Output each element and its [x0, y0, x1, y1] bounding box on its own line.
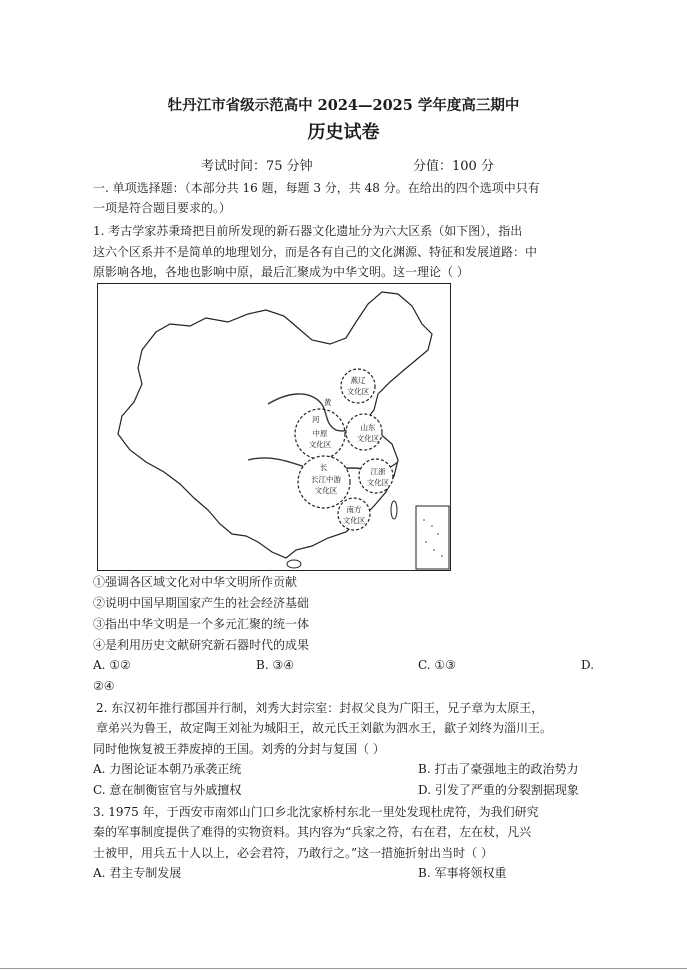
region-label-shandong-2: 文化区 — [356, 434, 380, 443]
q2-option-d: D. 引发了严重的分裂割据现象 — [418, 783, 579, 797]
q1-option-b: B. ③④ — [256, 658, 294, 672]
region-label-yanliao-1: 燕辽 — [350, 376, 366, 385]
exam-subject-title: 历史试卷 — [307, 122, 380, 143]
hainan-island — [287, 560, 301, 568]
taiwan-island — [391, 501, 397, 519]
q1-statement-3: ③指出中华文明是一个多元汇聚的统一体 — [93, 617, 310, 631]
region-label-nanfang-1: 南方 — [346, 505, 362, 514]
region-label-zhongyuan-2: 文化区 — [308, 440, 332, 449]
china-outline — [118, 292, 432, 558]
q1-option-d-continued: ②④ — [93, 679, 115, 693]
region-yanliao — [341, 369, 375, 403]
q3-option-b: B. 军事将领权重 — [418, 866, 507, 880]
page-bottom-rule — [0, 968, 687, 969]
q2-stem-line-1: 2. 东汉初年推行郡国并行制，刘秀大封宗室：封叔父良为广阳王，兄子章为太原王， — [96, 701, 544, 715]
q2-stem-line-2: 章弟兴为鲁王，故定陶王刘祉为城阳王，故元氏王刘歙为泗水王，歙子刘终为淄川王。 — [96, 721, 553, 735]
exam-score: 分值：100 分 — [413, 159, 494, 174]
q3-stem-line-3: 士被甲，用兵五十人以上，必会君符，乃敢行之。”这一措施折射出当时（ ） — [93, 846, 493, 860]
region-label-shandong-1: 山东 — [360, 423, 376, 432]
region-shandong — [346, 414, 382, 450]
q3-stem-line-1: 3. 1975 年，于西安市南郊山门口乡北沈家桥村东北一里处发现杜虎符，为我们研究 — [93, 805, 539, 819]
q1-stem-line-3: 原影响各地，各地也影响中原，最后汇聚成为中华文明。这一理论（ ） — [93, 265, 469, 279]
q2-option-b: B. 打击了豪强地主的政治势力 — [418, 762, 579, 776]
q2-stem-line-3: 同时他恢复被王莽废掉的王国。刘秀的分封与复国（ ） — [93, 742, 385, 756]
q2-option-a: A. 力图论证本朝乃承袭正统 — [93, 762, 242, 776]
q3-option-a: A. 君主专制发展 — [93, 866, 182, 880]
q1-statement-4: ④是利用历史文献研究新石器时代的成果 — [93, 638, 310, 652]
q1-option-a: A. ①② — [93, 658, 131, 672]
q1-stem-line-2: 这六个区系并不是简单的地理划分，而是各有自己的文化渊源、特征和发展道路：中 — [93, 245, 538, 259]
region-jiangzhe — [359, 459, 393, 493]
exam-school-title: 牡丹江市省级示范高中 2024—2025 学年度高三期中 — [167, 97, 520, 114]
q1-option-d: D. — [581, 658, 595, 672]
region-label-jiangzhe-2: 文化区 — [366, 478, 390, 487]
region-label-nanfang-2: 文化区 — [342, 516, 366, 525]
river-label-huang: 黄 — [324, 398, 332, 407]
river-label-chang: 长 — [320, 463, 328, 472]
q3-stem-line-2: 秦的军事制度提供了难得的实物资料。其内容为“兵家之符，右在君，左在杖，凡兴 — [93, 825, 532, 839]
q1-statement-1: ①强调各区域文化对中华文明所作贡献 — [93, 575, 298, 589]
q1-statement-2: ②说明中国早期国家产生的社会经济基础 — [93, 596, 310, 610]
exam-time: 考试时间：75 分钟 — [201, 159, 313, 174]
south-sea-inset — [416, 506, 449, 569]
q1-option-c: C. ①③ — [418, 658, 456, 672]
region-label-jiangzhe-1: 江浙 — [370, 467, 386, 476]
section-instructions-line-1: 一. 单项选择题：（本部分共 16 题，每题 3 分，共 48 分。在给出的四个选项中只有 — [93, 181, 540, 195]
region-label-zhongyuan-1: 中原 — [312, 429, 328, 438]
culture-regions-map — [97, 283, 451, 571]
section-instructions-line-2: 一项是符合题目要求的。） — [93, 201, 232, 215]
region-label-changjiang-2: 文化区 — [314, 486, 338, 495]
region-label-yanliao-2: 文化区 — [346, 387, 370, 396]
q1-stem-line-1: 1. 考古学家苏秉琦把目前所发现的新石器文化遗址分为六大区系（如下图），指出 — [93, 224, 523, 238]
region-nanfang — [338, 498, 370, 530]
q2-option-c: C. 意在制衡宦官与外戚擅权 — [93, 783, 242, 797]
river-label-he: 河 — [312, 415, 320, 424]
region-label-changjiang-1: 长江中游 — [311, 475, 341, 484]
